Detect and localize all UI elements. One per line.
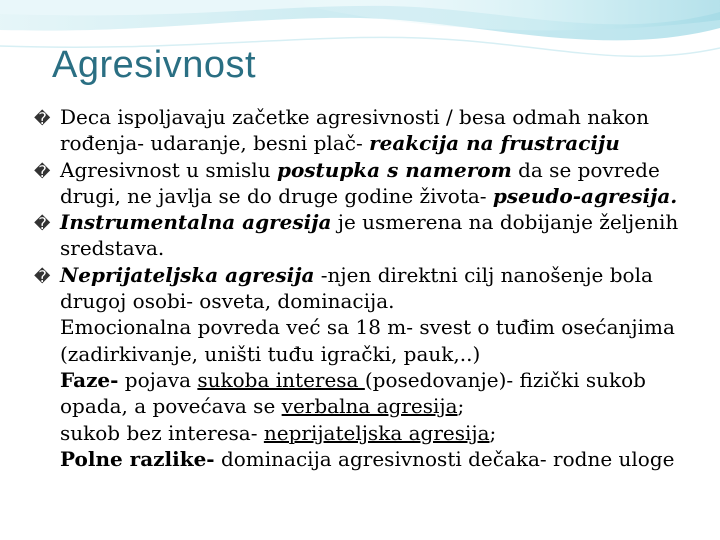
emphasis-text: pseudo-agresija. bbox=[492, 183, 678, 208]
text: Emocionalna povreda već sa 18 m- svest o tuđim osećanjima bbox=[60, 315, 675, 340]
text: ; bbox=[489, 420, 497, 445]
bullet-icon: � bbox=[34, 109, 51, 128]
text: rođenja- udaranje, besni plač- bbox=[60, 131, 370, 156]
text: drugi, ne javlja se do druge godine života- bbox=[60, 183, 493, 208]
text: pojava bbox=[118, 367, 198, 392]
text: sukob bez interesa- bbox=[60, 420, 264, 445]
slide-title: Agresivnost bbox=[52, 44, 257, 86]
text: -njen direktni cilj nanošenje bola bbox=[314, 262, 653, 287]
bullet-line bbox=[34, 209, 704, 235]
text: drugoj osobi- osveta, dominacija. bbox=[60, 289, 395, 314]
text: Deca ispoljavaju začetke agresivnosti / besa odmah nakon bbox=[60, 105, 650, 129]
text-line bbox=[34, 446, 704, 472]
text: ; bbox=[457, 394, 465, 419]
text: (zadirkivanje, uništi tuđu igrački, pauk,..) bbox=[60, 341, 481, 366]
text-line bbox=[34, 288, 704, 314]
bullet-line bbox=[34, 262, 704, 288]
text: sredstava. bbox=[60, 236, 165, 261]
text-line bbox=[34, 420, 704, 446]
bullet-icon: � bbox=[34, 214, 51, 234]
emphasis-text: reakcija na frustraciju bbox=[369, 131, 620, 156]
text: Agresivnost u smislu bbox=[60, 157, 277, 182]
text-line bbox=[34, 130, 704, 156]
text-line bbox=[34, 393, 704, 419]
underlined-text: verbalna agresija bbox=[281, 394, 458, 419]
bullet-icon: � bbox=[34, 266, 51, 286]
text-line bbox=[34, 341, 704, 367]
slide-body bbox=[34, 104, 704, 472]
text: je usmerena na dobijanje željenih bbox=[331, 210, 679, 235]
text-line bbox=[34, 367, 704, 393]
bullet-icon: � bbox=[34, 161, 51, 181]
text-line bbox=[34, 314, 704, 340]
text-line bbox=[34, 183, 704, 209]
emphasis-text: postupka s namerom bbox=[276, 157, 512, 182]
underlined-text: sukoba interesa bbox=[197, 367, 365, 392]
bold-text: Polne razlike- bbox=[60, 446, 215, 471]
emphasis-text: Neprijateljska agresija bbox=[60, 262, 315, 287]
text: opada, a povećava se bbox=[60, 394, 282, 419]
bullet-line bbox=[34, 157, 704, 183]
emphasis-text: Instrumentalna agresija bbox=[60, 210, 332, 235]
text: dominacija agresivnosti dečaka- rodne uloge bbox=[214, 446, 675, 471]
bullet-line bbox=[34, 104, 704, 130]
underlined-text: neprijateljska agresija bbox=[263, 420, 490, 445]
text: (posedovanje)- fizički sukob bbox=[364, 367, 646, 392]
text-line bbox=[34, 235, 704, 261]
text: da se povrede bbox=[511, 157, 660, 182]
bold-text: Faze- bbox=[60, 367, 119, 392]
